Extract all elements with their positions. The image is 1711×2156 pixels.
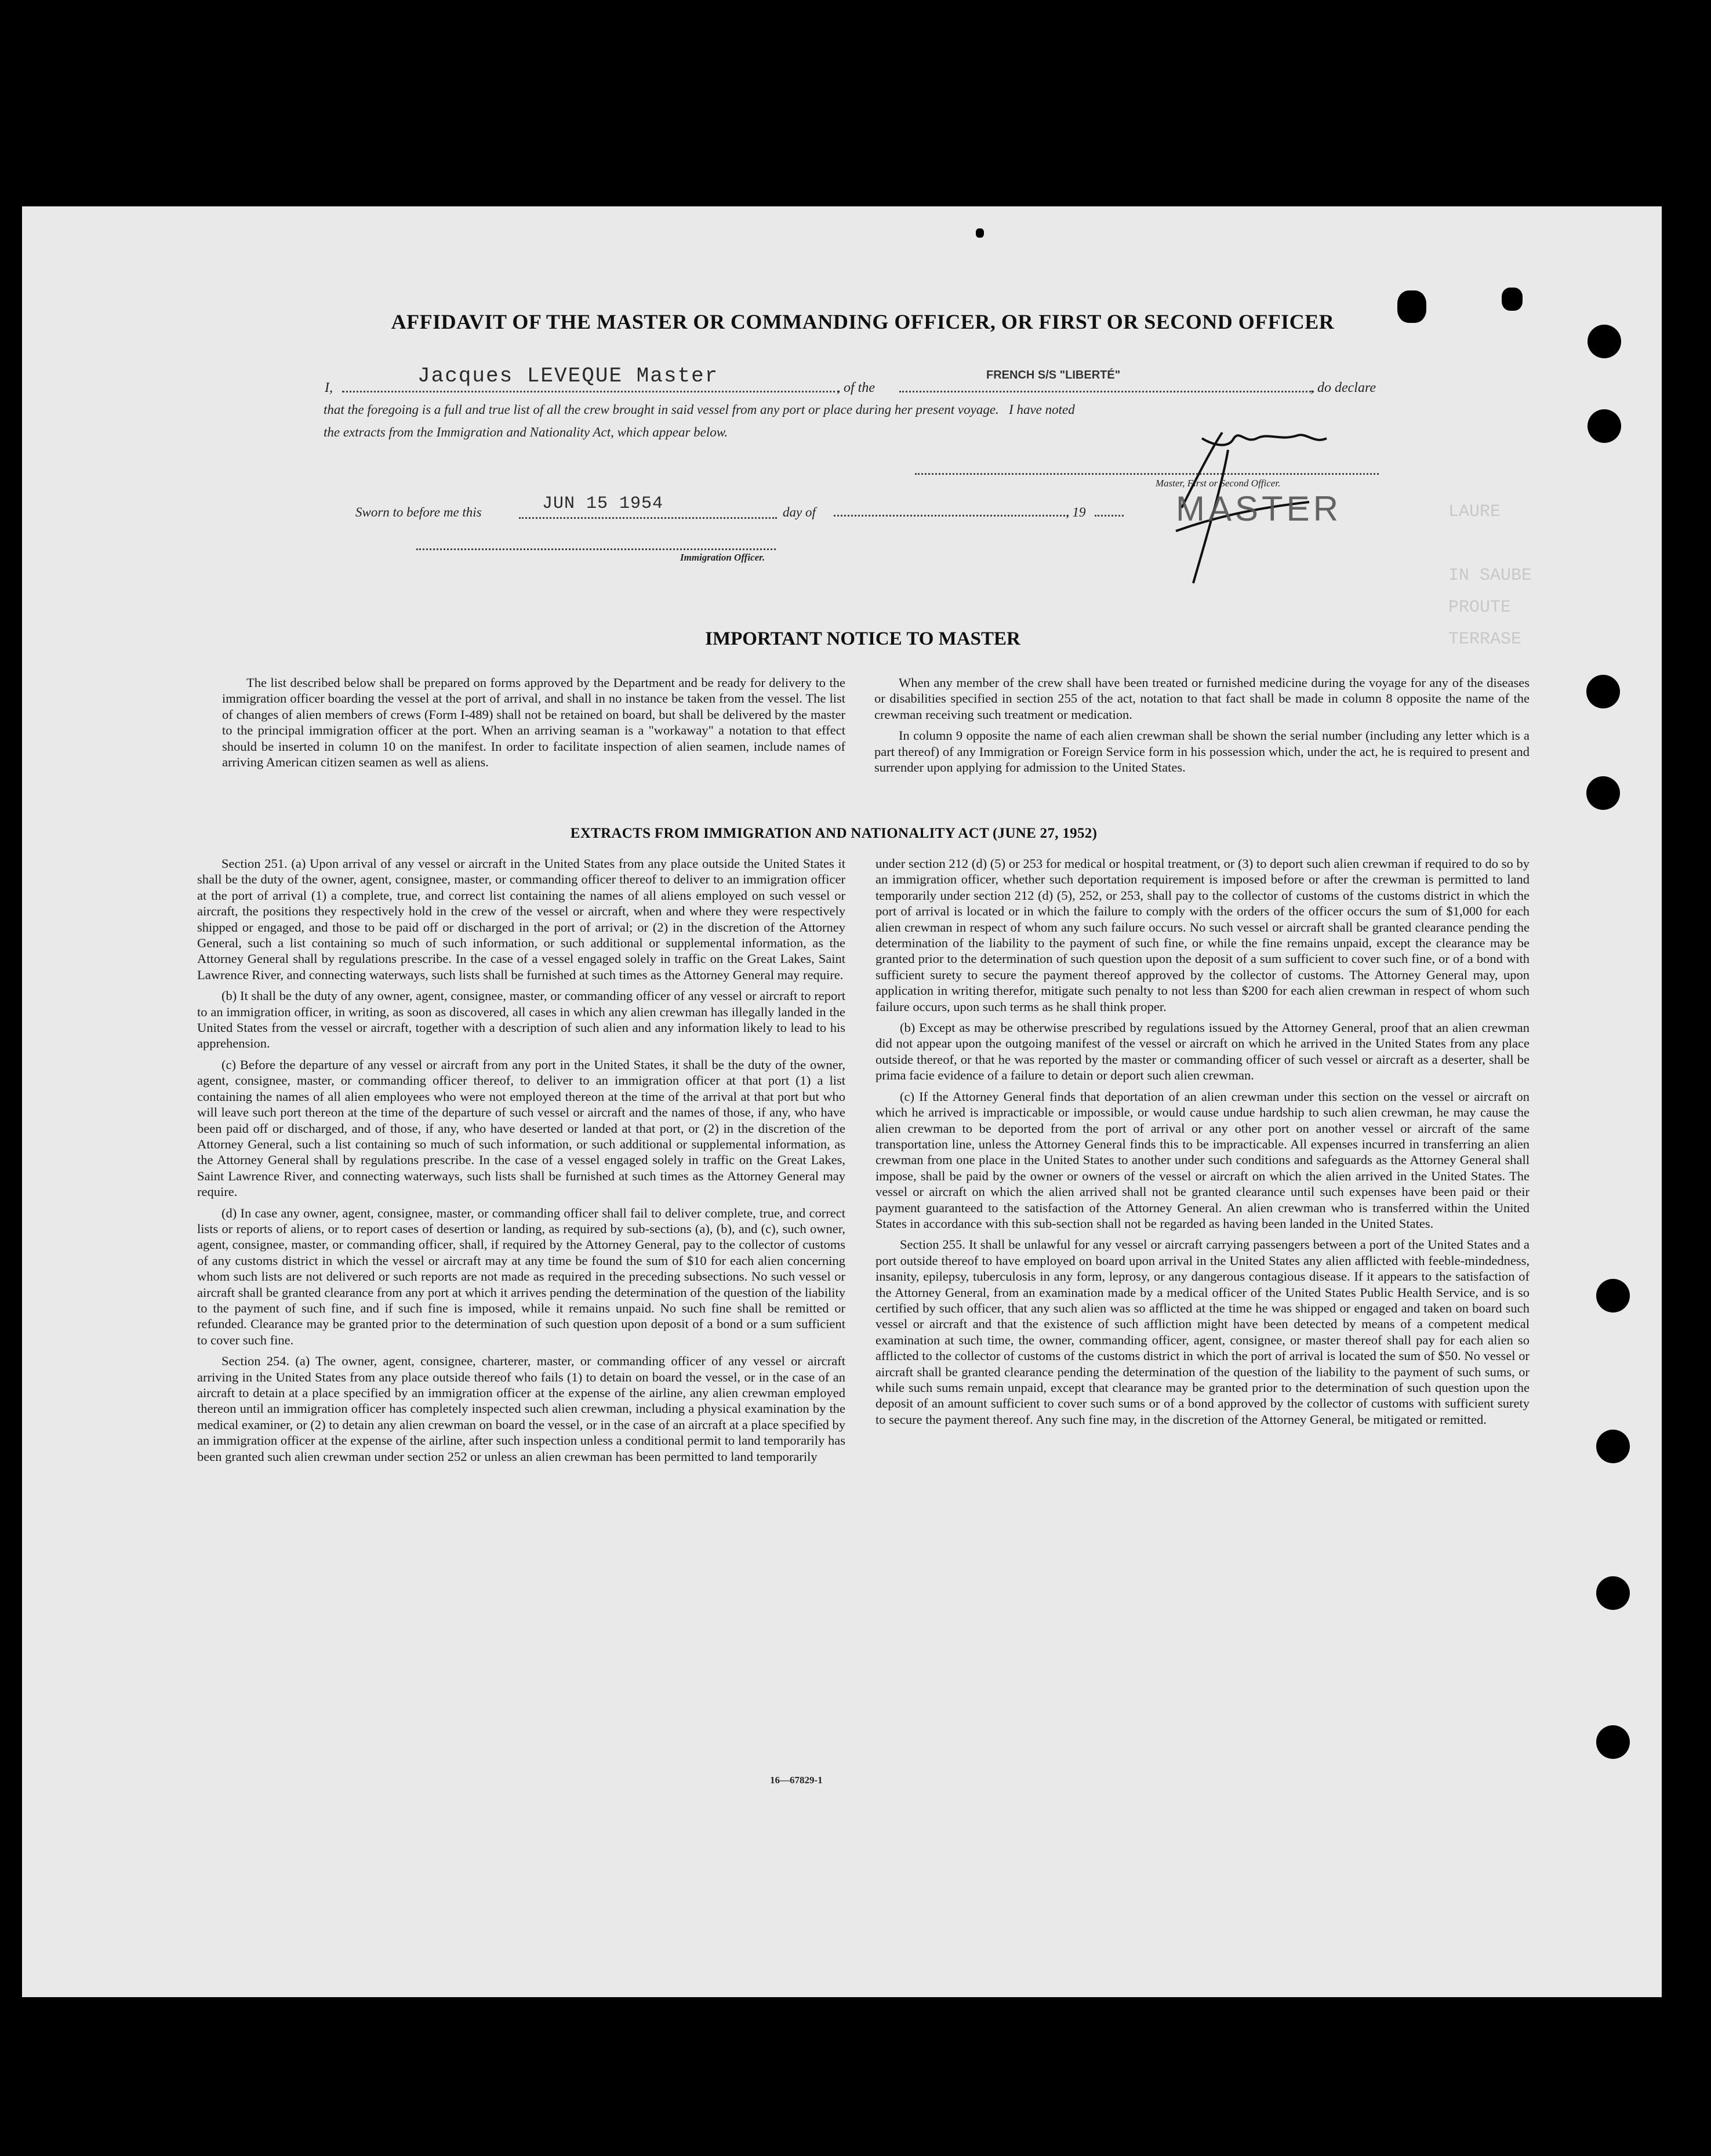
ink-speck xyxy=(976,228,984,238)
extract-paragraph: (b) Except as may be otherwise prescribed by regulations issued by the Attorney General, proof that an alien crewman did not appear upon the outgoing manifest of the vessel or aircraft on which he arrived in the United States from any place outside thereof, or that he was reported by the master or commanding officer of such vessel or aircraft as a deserter, shall be prima facie evidence of a failure to detain or deport such alien crewman. xyxy=(876,1020,1530,1083)
extracts-title: EXTRACTS FROM IMMIGRATION AND NATIONALITY ACT (JUNE 27, 1952) xyxy=(570,826,1098,841)
form-number: 16—67829-1 xyxy=(770,1775,823,1786)
notice-title: IMPORTANT NOTICE TO MASTER xyxy=(705,628,1020,649)
vessel-field xyxy=(899,369,1314,392)
signature-caption: Master, First or Second Officer. xyxy=(1156,478,1281,489)
document-page xyxy=(22,206,1662,1997)
immigration-officer-caption: Immigration Officer. xyxy=(680,552,765,563)
of-the-label: , of the xyxy=(837,380,875,395)
extract-paragraph: (c) If the Attorney General finds that deportation of an alien crewman under this section on the vessel or aircraft on which he arrived is impracticable or impossible, or would cause undue hardship to such alien crewman, he may cause the alien crewman to be deported from the port of arrival or any other port on another vessel or aircraft of the same transportation line, unless the Attorney General finds this to be impracticable. All expenses incurred in transferring an alien crewman from one place in the United States to another under such conditions and safeguards as the Attorney General shall impose, shall be paid by the owner or owners of the vessel or aircraft on which the alien arrived in the United States. The vessel or aircraft on which the alien arrived shall not be granted clearance until such expenses have been paid or their payment guaranteed to the satisfaction of the Attorney General. An alien crewman who is transferred within the United States in accordance with this sub-section shall not be regarded as having been landed in the United States. xyxy=(876,1089,1530,1231)
extract-paragraph: Section 255. It shall be unlawful for any vessel or aircraft carrying passengers between a port of the United States and a port outside thereof to have employed on board upon arrival in the United States any alien afflicted with feeble-mindedness, insanity, epilepsy, tuberculosis in any form, leprosy, or any dangerous contagious disease. If it appears to the satisfaction of the Attorney General, from an examination made by a medical officer of the United States Public Health Service, and is so certified by such officer, that any such alien was so afflicted at the time he was shipped or engaged and taken on board such vessel or aircraft and that the existence of such affliction might have been detected by means of a competent medical examination at such time, the owner, commanding officer, agent, consignee, or master thereof shall pay for each alien so afflicted to the collector of customs of the customs district in which the port of arrival is located the sum of $50. No vessel or aircraft shall be granted clearance pending the determination of the question of the liability to the payment of such sums, or while such sums remain unpaid, except that clearance may be granted prior to the determination of such question upon the deposit of an amount sufficient to cover such sums or of a bond approved by the collector of customs with sufficient surety to secure the payment thereof. Any such fine may, in the discretion of the Attorney General, be mitigated or remitted. xyxy=(876,1237,1530,1427)
punch-hole xyxy=(1596,1430,1630,1463)
month-field xyxy=(834,514,1069,517)
declaration-statement-line-2: the extracts from the Immigration and Nationality Act, which appear below. xyxy=(324,425,728,439)
ink-speck xyxy=(1397,290,1426,323)
declaration-statement-line-1: that the foregoing is a full and true list of all the crew brought in said vessel from any port or place during her present voyage. I have noted xyxy=(324,402,1075,417)
extract-paragraph: Section 254. (a) The owner, agent, consignee, charterer, master, or commanding officer of any vessel or aircraft arriving in the United States from any place outside thereof who fails (1) to detain on board the vessel, or in the case of an aircraft to detain at a place specified by an immigration officer at the expense of the airline, any alien crewman employed thereon until an immigration officer has completely inspected such alien crewman, including a physical examination by the medical examiner, or (2) to detain any alien crewman on board the vessel, or in the case of an aircraft at a place specified by an immigration officer at the expense of the airline, after such inspection unless a conditional permit to land temporarily has been granted such alien crewman under section 252 or unless an alien crewman has been permitted to land temporarily xyxy=(197,1354,845,1464)
name-field xyxy=(342,364,840,392)
punch-hole xyxy=(1596,1576,1630,1610)
immigration-officer-line xyxy=(416,547,776,550)
bleed-through-text: IN SAUBE xyxy=(1448,566,1532,586)
year-label: , 19 xyxy=(1066,505,1086,519)
master-stamp: MASTER xyxy=(1176,489,1342,528)
year-field xyxy=(1095,514,1124,517)
punch-hole xyxy=(1588,325,1621,358)
notice-right-paragraph-2: In column 9 opposite the name of each alien crewman shall be shown the serial number (including any letter which is a part thereof) of any Immigration or Foreign Service form in his possession which, under the act, he is required to present and surrender upon applying for admission to the United States. xyxy=(874,728,1530,775)
sworn-date-field xyxy=(519,494,777,519)
day-of-label: day of xyxy=(783,505,816,519)
signature-line xyxy=(915,472,1379,475)
extract-paragraph: under section 212 (d) (5) or 253 for medical or hospital treatment, or (3) to deport such alien crewman if required to do so by an immigration officer, whether such deportation requirement is imposed before or after the crewman is permitted to land temporarily under section 212 (d) (5), 252, or 253, shall pay to the collector of customs of the customs district in which the port of arrival is located or in which the failure to comply with the orders of the officer occurs the sum of $1,000 for each alien crewman in respect of whom any such failure occurs. No such vessel or aircraft shall be granted clearance pending the determination of the liability to the payment of such fine, or while the fine remains unpaid, except the clearance may be granted prior to the determination of such question upon the deposit of a sum sufficient to cover such fine, or of a bond with sufficient surety to secure the payment thereof approved by the collector of customs. The Attorney General may, upon application in writing therefor, mitigate such penalty to not less than $200 for each alien crewman in respect of whom such failure occurs, upon such terms as he shall think proper. xyxy=(876,856,1530,1014)
do-declare-label: , do declare xyxy=(1310,380,1376,395)
notice-right-paragraph-1: When any member of the crew shall have been treated or furnished medicine during the voyage for any of the diseases or disabilities specified in section 255 of the act, notation to that fact shall be made in column 8 opposite the name of the crewman receiving such treatment or medication. xyxy=(874,675,1530,722)
notice-left-paragraph: The list described below shall be prepared on forms approved by the Department and be ready for delivery to the immigration officer boarding the vessel at the port of arrival, and shall in no instance be taken from the vessel. The list of changes of alien members of crews (Form I-489) shall not be retained on board, but shall be delivered by the master to the principal immigration officer at the port. When an arriving seaman is a "workaway" a notation to that effect should be inserted in column 10 on the manifest. In order to facilitate inspection of alien seamen, include names of arriving American citizen seamen as well as aliens. xyxy=(222,675,845,770)
vessel-name-value: FRENCH S/S "LIBERTÉ" xyxy=(986,369,1121,381)
punch-hole xyxy=(1596,1725,1630,1759)
sworn-label: Sworn to before me this xyxy=(355,505,482,519)
punch-hole xyxy=(1586,776,1620,810)
i-label: I, xyxy=(325,380,333,395)
notice-right-column xyxy=(874,675,1530,780)
extract-paragraph: (d) In case any owner, agent, consignee, master, or commanding officer shall fail to deliver complete, true, and correct lists or reports of aliens, or to report cases of desertion or landing, as required by sub-sections (a), (b), and (c), such owner, agent, consignee, master, or commanding officer, shall, if required by the Attorney General, pay to the collector of customs of any customs district in which the vessel or aircraft may at any time be found the sum of $10 for each alien concerning whom such lists are not delivered or such reports are not made as required in the preceding subsections. No such vessel or aircraft shall be granted clearance from any port at which it arrives pending the determination of the question of the liability to the payment of such fine, and if such fine is imposed, while it remains unpaid. No such fine shall be remitted or refunded. Clearance may be granted prior to the determination of such question upon deposit of a bond or a sum sufficient to cover such fine. xyxy=(197,1205,845,1347)
ink-speck xyxy=(1502,288,1523,311)
extracts-left-column xyxy=(197,856,845,1470)
master-name-value: Jacques LEVEQUE Master xyxy=(417,364,719,388)
punch-hole xyxy=(1596,1279,1630,1312)
extract-paragraph: (c) Before the departure of any vessel or aircraft from any port in the United States, it shall be the duty of the owner, agent, consignee, master, or commanding officer thereof, to deliver to an immigration officer at that port (1) a list containing the names of all alien employees who were not employed thereon at the time of the arrival at that port but who will leave such port thereon at the time of the departure of such vessel or aircraft and the names of those, if any, who have been paid off or discharged, and of those, if any, who have deserted or landed at that port, or (2) in the discretion of the Attorney General, such a list containing so much of such information, or such additional or supplemental information, as the Attorney General shall by regulations prescribe. In the case of a vessel engaged solely in traffic on the Great Lakes, Saint Lawrence River, and connecting waterways, such lists shall be furnished at such times as the Attorney General may require. xyxy=(197,1057,845,1199)
extract-paragraph: Section 251. (a) Upon arrival of any vessel or aircraft in the United States from any place outside the United States it shall be the duty of the owner, agent, consignee, master, or commanding officer thereof to deliver to an immigration officer at the port of arrival (1) a complete, true, and correct list containing the names of all aliens employed on such vessel or aircraft, the positions they respectively hold in the crew of the vessel or aircraft, when and where they were respectively shipped or engaged, and those to be paid off or discharged in the port of arrival; or (2) in the discretion of the Attorney General, such a list containing so much of such information, or such additional or supplemental information, as the Attorney General shall by regulations prescribe. In the case of a vessel engaged solely in traffic on the Great Lakes, Saint Lawrence River, and connecting waterways, such lists shall be furnished at such times as the Attorney General may require. xyxy=(197,856,845,982)
affidavit-title: AFFIDAVIT OF THE MASTER OR COMMANDING OFFICER, OR FIRST OR SECOND OFFICER xyxy=(391,310,1335,333)
punch-hole xyxy=(1586,675,1620,708)
notice-left-column xyxy=(222,675,845,775)
extract-paragraph: (b) It shall be the duty of any owner, agent, consignee, master, or commanding officer of any vessel or aircraft to report to an immigration officer, in writing, as soon as discovered, all cases in which any alien crewman has illegally landed in the United States from the vessel or aircraft, together with a description of such alien and any information likely to lead to his apprehension. xyxy=(197,988,845,1051)
bleed-through-text: LAURE xyxy=(1448,502,1501,522)
punch-hole xyxy=(1588,409,1621,443)
sworn-date-value: JUN 15 1954 xyxy=(542,494,664,514)
extracts-right-column xyxy=(876,856,1530,1433)
bleed-through-text: TERRASE xyxy=(1448,630,1522,649)
bleed-through-text: PROUTE xyxy=(1448,598,1512,617)
